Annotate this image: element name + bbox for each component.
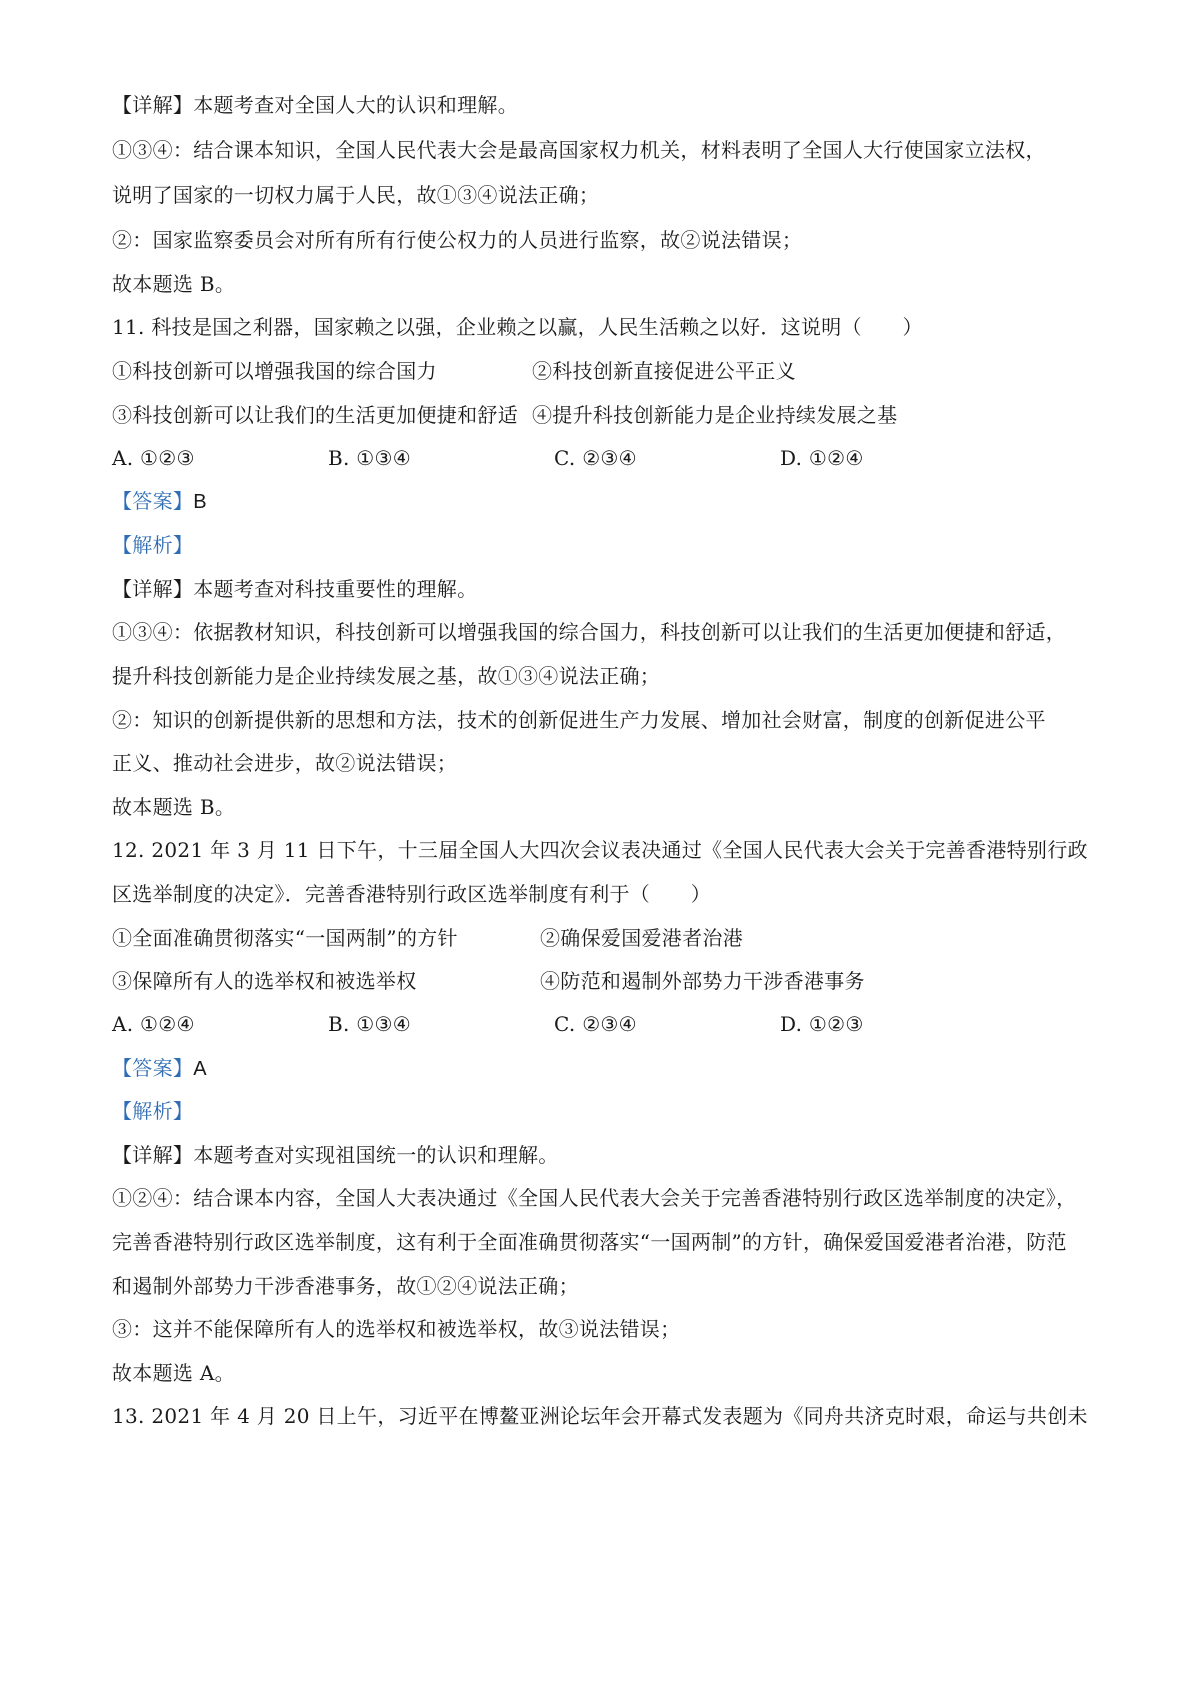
q12-stem-1: 12. 2021 年 3 月 11 日下午，十三届全国人大四次会议表决通过《全国人民代表大会关于完善香港特别行政	[112, 838, 1088, 862]
q11-choice-c: C. ②③④	[554, 446, 637, 470]
q12-choice-b: B. ①③④	[328, 1012, 412, 1036]
q11-conclusion: 故本题选 B。	[112, 795, 236, 819]
q11-statement-3: ③科技创新可以让我们的生活更加便捷和舒适	[112, 403, 518, 427]
q11-analysis-1b: 提升科技创新能力是企业持续发展之基，故①③④说法正确；	[112, 664, 661, 688]
q11-stem: 11. 科技是国之利器，国家赖之以强，企业赖之以赢，人民生活赖之以好．这说明（ ）	[112, 315, 923, 339]
q11-answer-value: B	[193, 491, 207, 513]
q12-analysis-1b: 完善香港特别行政区选举制度，这有利于全面准确贯彻落实“一国两制”的方针，确保爱国爱港者治港，防范	[112, 1230, 1067, 1254]
q12-choice-a: A. ①②④	[112, 1012, 195, 1036]
q12-statement-2: ②确保爱国爱港者治港	[540, 926, 743, 950]
q11-answer-line	[112, 488, 1102, 515]
q12-choice-c: C. ②③④	[554, 1012, 637, 1036]
q11-statement-4: ④提升科技创新能力是企业持续发展之基	[532, 403, 898, 427]
q12-stem-2: 区选举制度的决定》．完善香港特别行政区选举制度有利于（ ）	[112, 882, 711, 906]
q12-statement-3: ③保障所有人的选举权和被选举权	[112, 969, 417, 993]
q11-analysis-2b: 正义、推动社会进步，故②说法错误；	[112, 751, 458, 775]
q12-analysis-tag: 【解析】	[112, 1099, 194, 1123]
q11-analysis-tag: 【解析】	[112, 533, 194, 557]
q12-answer-tag: 【答案】	[112, 1056, 194, 1080]
q12-analysis-1c: 和遏制外部势力干涉香港事务，故①②④说法正确；	[112, 1274, 579, 1298]
q10-analysis-1b: 说明了国家的一切权力属于人民，故①③④说法正确；	[112, 183, 600, 207]
q12-answer-value: A	[193, 1058, 207, 1080]
q11-answer-tag: 【答案】	[112, 489, 194, 513]
q11-statement-1: ①科技创新可以增强我国的综合国力	[112, 359, 437, 383]
q12-answer-line	[112, 1055, 1102, 1082]
q12-statement-1: ①全面准确贯彻落实“一国两制”的方针	[112, 926, 458, 950]
q13-stem-1: 13. 2021 年 4 月 20 日上午，习近平在博鳌亚洲论坛年会开幕式发表题为《同舟共济克时艰，命运与共创未	[112, 1404, 1088, 1428]
q12-detail-line: 【详解】本题考查对实现祖国统一的认识和理解。	[112, 1143, 559, 1167]
q10-detail-line: 【详解】本题考查对全国人大的认识和理解。	[112, 93, 518, 117]
q10-analysis-1: ①③④：结合课本知识，全国人民代表大会是最高国家权力机关，材料表明了全国人大行使国家立法权，	[112, 138, 1046, 162]
q11-statement-2: ②科技创新直接促进公平正义	[532, 359, 796, 383]
q10-analysis-2: ②：国家监察委员会对所有所有行使公权力的人员进行监察，故②说法错误；	[112, 228, 803, 252]
q12-analysis-2: ③：这并不能保障所有人的选举权和被选举权，故③说法错误；	[112, 1317, 681, 1341]
q12-conclusion: 故本题选 A。	[112, 1361, 235, 1385]
q11-analysis-2: ②：知识的创新提供新的思想和方法，技术的创新促进生产力发展、增加社会财富，制度的创新促进公平	[112, 708, 1046, 732]
q12-analysis-1: ①②④：结合课本内容，全国人大表决通过《全国人民代表大会关于完善香港特别行政区选举制度的决定》，	[112, 1186, 1077, 1210]
q11-choice-a: A. ①②③	[112, 446, 195, 470]
q10-conclusion: 故本题选 B。	[112, 272, 236, 296]
q11-detail-line: 【详解】本题考查对科技重要性的理解。	[112, 577, 478, 601]
q12-statement-4: ④防范和遏制外部势力干涉香港事务	[540, 969, 865, 993]
q11-choice-b: B. ①③④	[328, 446, 412, 470]
q11-choice-d: D. ①②④	[780, 446, 864, 470]
q12-choice-d: D. ①②③	[780, 1012, 864, 1036]
q11-analysis-1: ①③④：依据教材知识，科技创新可以增强我国的综合国力，科技创新可以让我们的生活更加便捷和舒适，	[112, 620, 1067, 644]
